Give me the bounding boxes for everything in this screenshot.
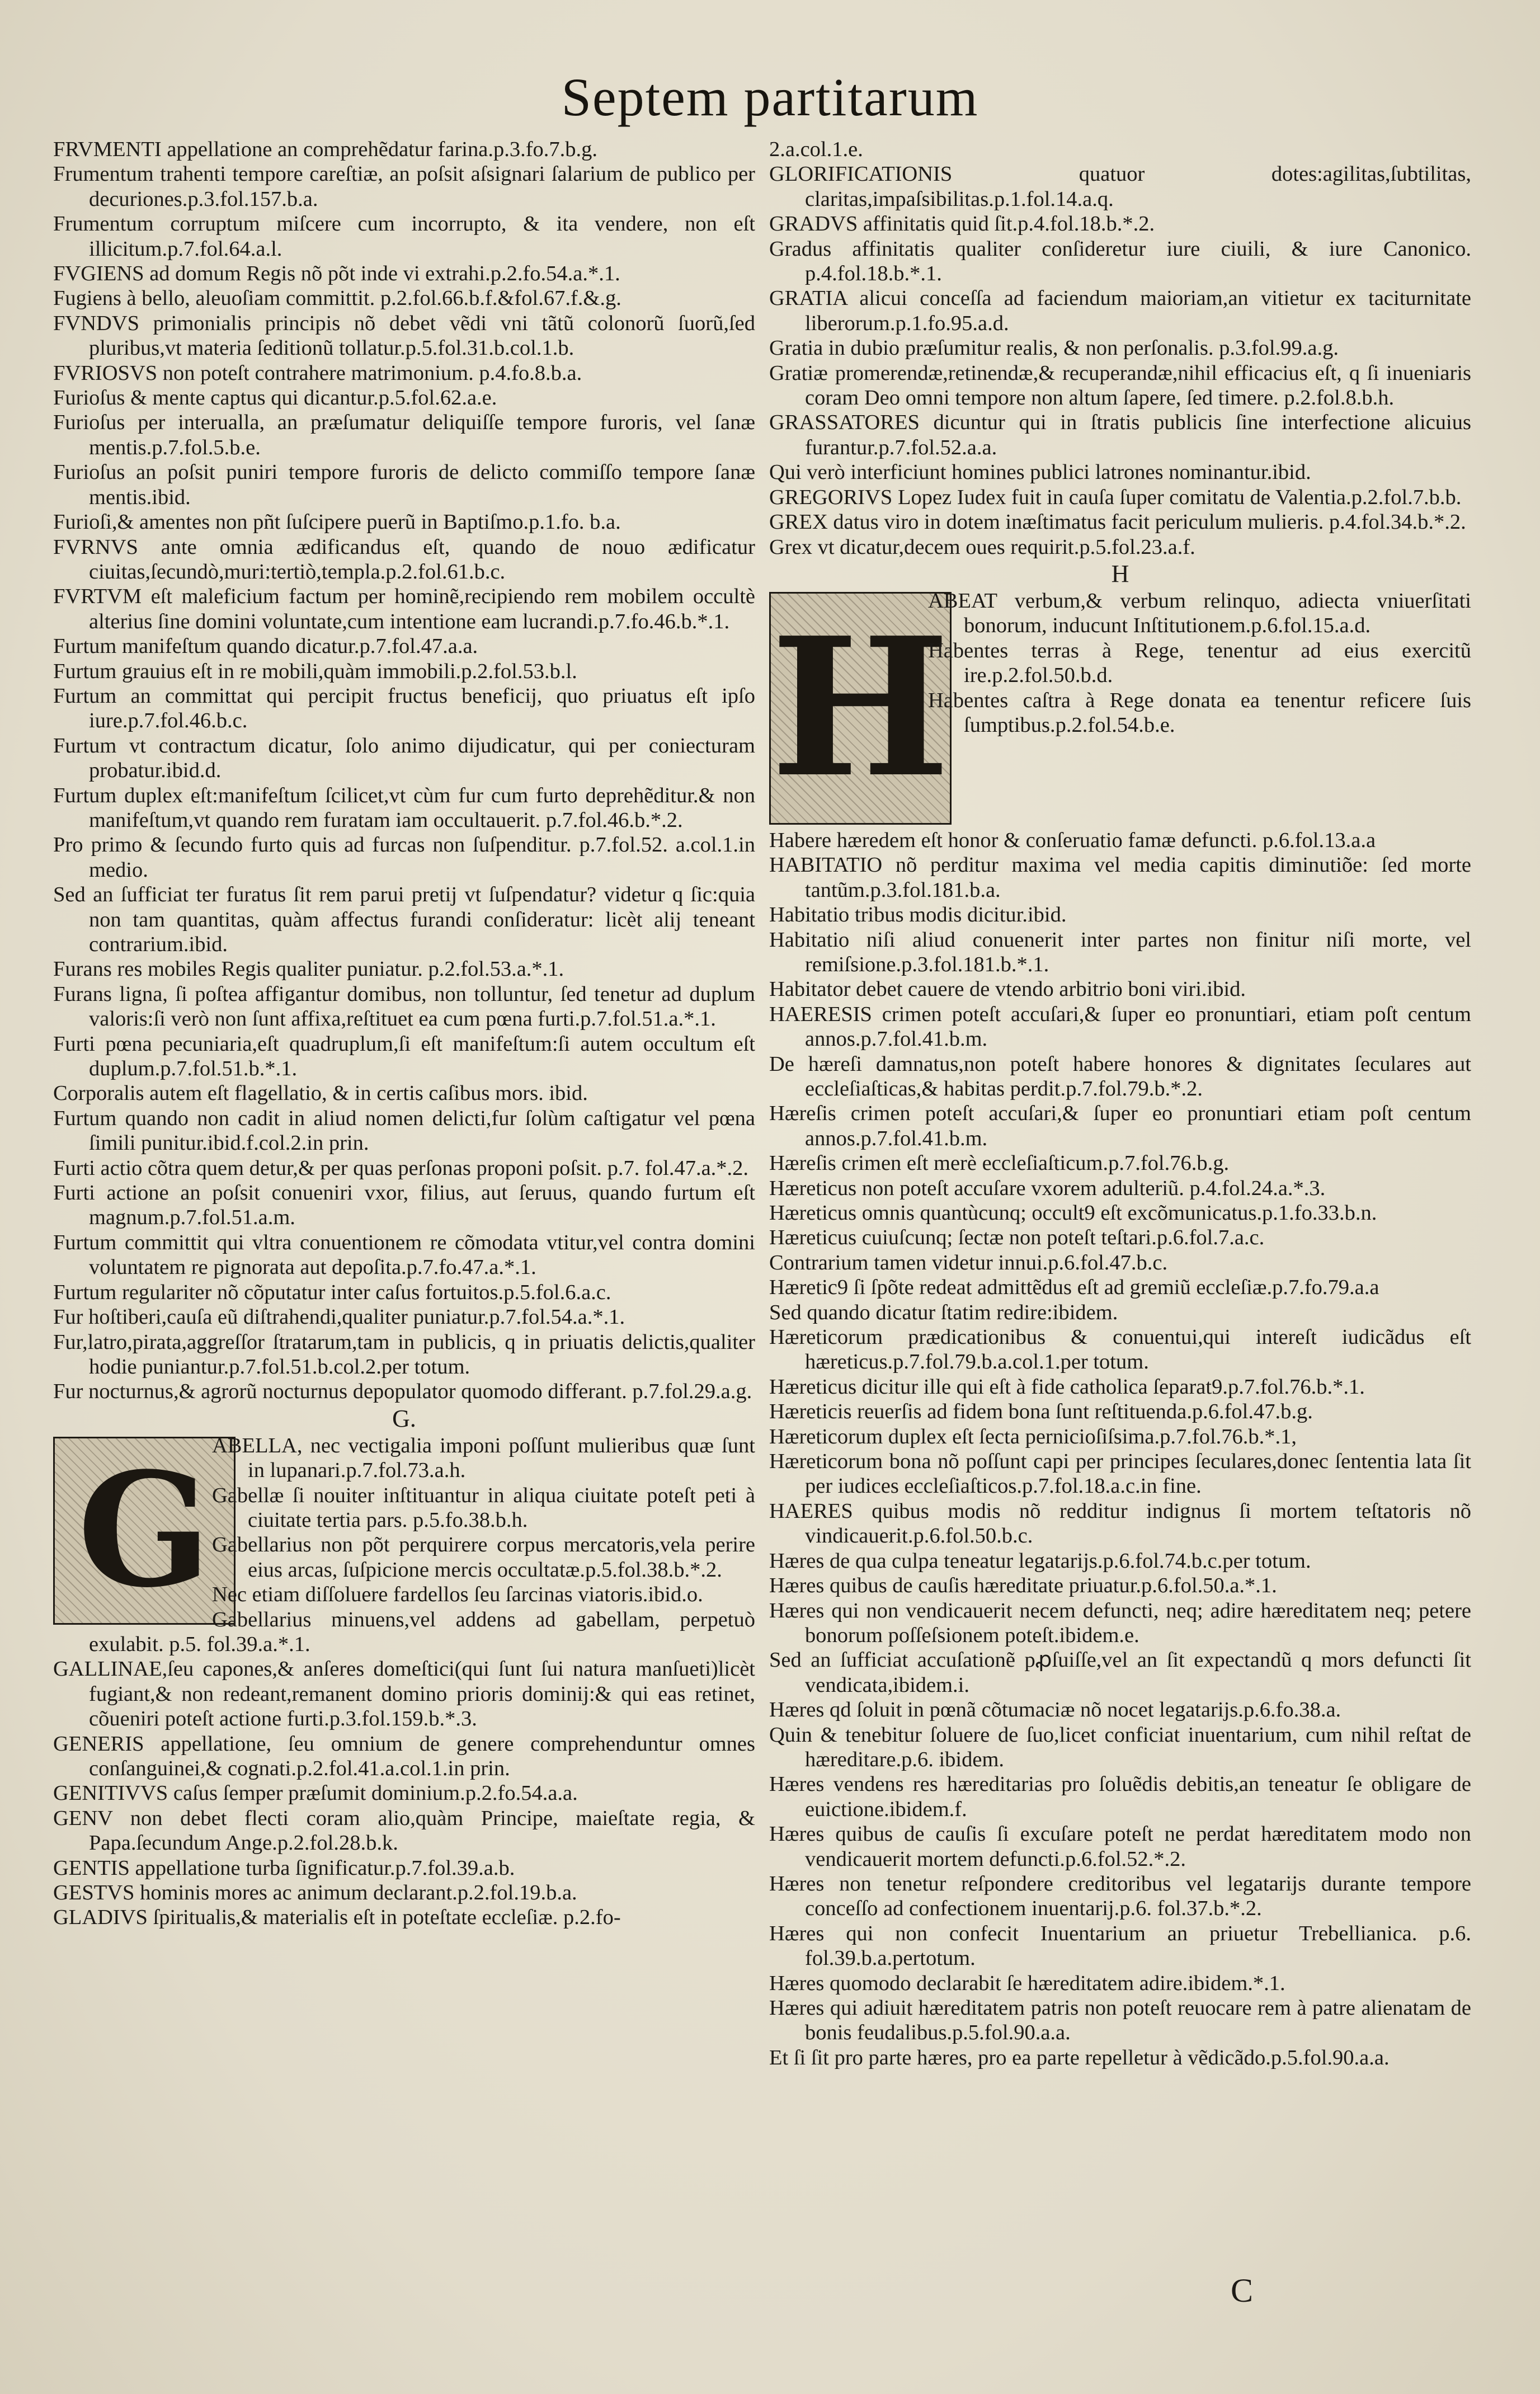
index-entry: HAERES quibus modis nõ redditur indignus ſi mortem teſtatoris nõ vindicauerit.p.6.fol.50.b.c. — [769, 1499, 1471, 1548]
index-entry: Hæres quibus de cauſis hæreditate priuatur.p.6.fol.50.a.*.1. — [769, 1574, 1277, 1598]
index-entry: Habitator debet cauere de vtendo arbitrio boni viri.ibid. — [769, 977, 1246, 1001]
index-entry: Frumentum corruptum miſcere cum incorrupto, & ita vendere, non eſt illicitum.p.7.fol.64.a.l. — [53, 212, 755, 261]
index-entry: Hæreticorum duplex eſt ſecta pernicioſiſsima.p.7.fol.76.b.*.1, — [769, 1424, 1297, 1448]
index-entry: Grex vt dicatur,decem oues requirit.p.5.fol.23.a.f. — [769, 535, 1195, 559]
index-entry: HABITATIO nõ perditur maxima vel media capitis diminutiõe: ſed morte tantũm.p.3.fol.181.b.a. — [769, 853, 1471, 902]
index-entry: Hæreticus omnis quantùcunq; occult9 eſt excõmunicatus.p.1.fo.33.b.n. — [769, 1201, 1377, 1225]
running-head: Septem partitarum — [561, 67, 979, 127]
index-entry: Furti actione an poſsit conueniri vxor, filius, aut ſeruus, quando furtum eſt magnum.p.7.fol.51.a.m. — [53, 1181, 755, 1230]
section-h-block — [769, 589, 1471, 828]
index-entry: Sed quando dicatur ſtatim redire:ibidem. — [769, 1300, 1118, 1324]
index-entry: Hæreſis crimen eſt merè eccleſiaſticum.p.7.fol.76.b.g. — [769, 1151, 1230, 1175]
index-entry: Gradus affinitatis qualiter conſideretur iure ciuili, & iure Canonico. p.4.fol.18.b.*.1. — [769, 237, 1471, 286]
index-entry: Furtum regulariter nõ cõputatur inter caſus fortuitos.p.5.fol.6.a.c. — [53, 1280, 611, 1304]
index-entry: Hæres non tenetur reſpondere creditoribus vel legatarijs durante tempore conceſſo ad confectionem inuentarij.p.6. fol.37.b.*.2. — [769, 1871, 1471, 1921]
index-entry: Fur hoſtiberi,cauſa eũ diſtrahendi,qualiter puniatur.p.7.fol.54.a.*.1. — [53, 1305, 625, 1329]
index-entry: GREX datus viro in dotem inæſtimatus facit periculum mulieris. p.4.fol.34.b.*.2. — [769, 510, 1466, 534]
index-entry: Furioſi,& amentes non pñt ſuſcipere puerũ in Baptiſmo.p.1.fo. b.a. — [53, 510, 621, 534]
index-entry: Hæres vendens res hæreditarias pro ſoluẽdis debitis,an teneatur ſe obligare de euictione.ibidem.f. — [769, 1772, 1471, 1821]
index-entry: GRATIA alicui conceſſa ad faciendum maioriam,an vitietur ex taciturnitate liberorum.p.1.fo.95.a.d. — [769, 286, 1471, 335]
right-entries-h — [769, 828, 1471, 2070]
index-entry: Sed an ſufficiat accuſationẽ pꝓſuiſſe,vel an ſit expectandũ q mors defuncti ſit vendicata,ibidem.i. — [769, 1648, 1471, 1697]
index-entry: Furti pœna pecuniaria,eſt quadruplum,ſi eſt manifeſtum:ſi autem occultum eſt duplum.p.7.fol.51.b.*.1. — [53, 1032, 755, 1081]
index-entry: GRASSATORES dicuntur qui in ſtratis publicis ſine interfectione alicuius furantur.p.7.fol.52.a.a. — [769, 411, 1471, 459]
section-g-block — [53, 1433, 755, 1930]
index-entry: Qui verò interficiunt homines publici latrones nominantur.ibid. — [769, 460, 1311, 485]
index-entry: Gratia in dubio præſumitur realis, & non perſonalis. p.3.fol.99.a.g. — [769, 336, 1339, 360]
index-entry: Hæres qui adiuit hæreditatem patris non poteſt reuocare rem à patre alienatam de bonis feudalibus.p.5.fol.90.a.a. — [769, 1996, 1471, 2045]
index-entry: Hæres de qua culpa teneatur legatarijs.p.6.fol.74.b.c.per totum. — [769, 1549, 1311, 1573]
index-entry: Quin & tenebitur ſoluere de ſuo,licet conficiat inuentarium, cum nihil reſtat de hæreditare.p.6. ibidem. — [769, 1723, 1471, 1771]
index-entry: Hæres qd ſoluit in pœnã cõtumaciæ nõ nocet legatarijs.p.6.fo.38.a. — [769, 1698, 1341, 1722]
index-entry: Frumentum trahenti tempore careſtiæ, an poſsit aſsignari ſalarium de publico per decuriones.p.3.fol.157.b.a. — [53, 162, 755, 211]
index-entry: 2.a.col.1.e. — [769, 138, 863, 161]
index-entry: Hæreticus cuiuſcunq; ſectæ non poteſt teſtari.p.6.fol.7.a.c. — [769, 1226, 1265, 1250]
index-entry: ABELLA, nec vectigalia imponi poſſunt mulieribus quæ ſunt in lupanari.p.7.fol.73.a.h. — [212, 1433, 755, 1483]
index-entry: Gabellarius minuens,vel addens ad gabellam, perpetuò exulabit. p.5. fol.39.a.*.1. — [89, 1607, 755, 1656]
index-entry: Hæres qui non vendicauerit necem defuncti, neq; adire hæreditatem neq; petere bonorum poſſeſsionem poteſt.ibidem.e. — [769, 1598, 1471, 1647]
index-entry: De hæreſi damnatus,non poteſt habere honores & dignitates ſeculares aut eccleſiaſticas,& habitas perdit.p.7.fol.79.b.*.2. — [769, 1052, 1471, 1100]
index-entry: FVGIENS ad domum Regis nõ põt inde vi extrahi.p.2.fo.54.a.*.1. — [53, 262, 620, 286]
index-entry: Gabellarius non põt perquirere corpus mercatoris,vela perire eius arcas, ſuſpicione mercis occultatæ.p.5.fol.38.b.*.2. — [212, 1533, 755, 1582]
index-entry: Furtum an committat qui percipit fructus beneficij, quo priuatus eſt ipſo iure.p.7.fol.46.b.c. — [53, 684, 755, 733]
section-heading-h: H — [1111, 559, 1129, 587]
index-entry: GENTIS appellatione turba ſignificatur.p.7.fol.39.a.b. — [53, 1856, 515, 1880]
index-entry: FRVMENTI appellatione an comprehẽdatur farina.p.3.fo.7.b.g. — [53, 138, 598, 161]
index-entry: Fur nocturnus,& agrorũ nocturnus depopulator quomodo differant. p.7.fol.29.a.g. — [53, 1380, 752, 1404]
index-entry: Furioſus & mente captus qui dicantur.p.5.fol.62.a.e. — [53, 386, 497, 410]
index-entry: GRADVS affinitatis quid ſit.p.4.fol.18.b.*.2. — [769, 212, 1155, 236]
index-entry: Hæres quomodo declarabit ſe hæreditatem adire.ibidem.*.1. — [769, 1971, 1285, 1995]
index-entry: Hæreticus non poteſt accuſare vxorem adulteriũ. p.4.fol.24.a.*.3. — [769, 1176, 1326, 1200]
index-entry: HAERESIS crimen poteſt accuſari,& ſuper eo pronuntiari, etiam poſt centum annos.p.7.fol.41.b.m. — [769, 1002, 1471, 1051]
decorated-initial-g: G — [53, 1437, 236, 1625]
index-entry: Furans ligna, ſi poſtea affigantur domibus, non tolluntur, ſed tenetur ad duplum valoris:ſi verò non ſunt affixa,reſtituet ea cum pœna furti.p.7.fol.51.a.*.1. — [53, 982, 755, 1031]
index-entry: FVNDVS primonialis principis nõ debet vẽdi vni tãtũ colonorũ ſuorũ,ſed pluribus,vt materia ſeditionũ tollatur.p.5.fol.31.b.col.1.b. — [53, 311, 755, 360]
index-entry: Gabellæ ſi nouiter inſtituantur in aliqua ciuitate poteſt peti à ciuitate tertia pars. p.5.fo.38.b.h. — [212, 1483, 755, 1532]
decorated-initial-h: H — [769, 592, 952, 825]
index-entry: Habentes caſtra à Rege donata ea tenentur reficere ſuis ſumptibus.p.2.fol.54.b.e. — [928, 688, 1471, 737]
index-entry: Hæres quibus de cauſis ſi excuſare poteſt ne perdat hæreditatem modo non vendicauerit mortem defuncti.p.6.fol.52.*.2. — [769, 1822, 1471, 1871]
index-entry: Habitatio tribus modis dicitur.ibid. — [769, 903, 1067, 927]
index-entry: Fugiens à bello, aleuoſiam committit. p.2.fol.66.b.f.&fol.67.f.&.g. — [53, 286, 621, 311]
index-entry: Furtum grauius eſt in re mobili,quàm immobili.p.2.fol.53.b.l. — [53, 659, 577, 683]
index-entry: Hæreticus dicitur ille qui eſt à fide catholica ſeparat9.p.7.fol.76.b.*.1. — [769, 1375, 1365, 1399]
index-entry: Habentes terras à Rege, tenentur ad eius exercitũ ire.p.2.fol.50.b.d. — [928, 638, 1471, 688]
index-entry: Furtum vt contractum dicatur, ſolo animo dijudicatur, qui per coniecturam probatur.ibid.d. — [53, 733, 755, 783]
index-entry: Hæres qui non confecit Inuentarium an priuetur Trebellianica. p.6. fol.39.b.a.pertotum. — [769, 1921, 1471, 1970]
index-entry: GENV non debet flecti coram alio,quàm Principe, maieſtate regia, & Papa.ſecundum Ange.p.2.fol.28.b.k. — [53, 1806, 755, 1855]
index-entry: Hæreticorum prædicationibus & conuentui,qui intereſt iudicãdus eſt hæreticus.p.7.fol.79.b.a.col.1.per totum. — [769, 1325, 1471, 1374]
index-entry: FVRNVS ante omnia ædificandus eſt, quando de nouo ædificatur ciuitas,ſecundò,muri:tertiò,templa.p.2.fol.61.b.c. — [53, 535, 755, 584]
index-entry: Furtum duplex eſt:manifeſtum ſcilicet,vt cùm fur cum furto deprehẽditur.& non manifeſtum,vt quando rem furatam iam occultauerit. p.7.fol.46.b.*.2. — [53, 783, 755, 832]
index-entry: GLORIFICATIONIS quatuor dotes:agilitas,ſubtilitas, claritas,impaſsibilitas.p.1.fol.14.a.q. — [769, 162, 1471, 211]
index-entry: Hæreticis reuerſis ad fidem bona ſunt reſtituenda.p.6.fol.47.b.g. — [769, 1400, 1313, 1424]
section-heading-g: G. — [392, 1404, 416, 1432]
index-entry: Furtum committit qui vltra conuentionem re cõmodata vtitur,vel contra domini voluntatem re pignorata aut depoſita.p.7.fo.47.a.*.1. — [53, 1230, 755, 1280]
index-entry: Gratiæ promerendæ,retinendæ,& recuperandæ,nihil efficacius eſt, q ſi inueniaris coram Deo omni tempore non altum ſapere, ſed timere. p.2.fol.8.b.h. — [769, 361, 1471, 410]
index-entry: GESTVS hominis mores ac animum declarant.p.2.fol.19.b.a. — [53, 1881, 577, 1905]
index-entry: Sed an ſufficiat ter furatus ſit rem parui pretij vt ſuſpendatur? videtur q ſic:quia non tam quantitas, quàm affectus furandi conſideratur: licèt alij teneant contrarium.ibid. — [53, 883, 755, 956]
index-entry: Nec etiam diſſoluere fardellos ſeu ſarcinas viatoris.ibid.o. — [212, 1583, 703, 1607]
index-entry: Pro primo & ſecundo furto quis ad furcas non ſuſpenditur. p.7.fol.52. a.col.1.in medio. — [53, 833, 755, 882]
index-entry: Furioſus per interualla, an præſumatur deliquiſſe tempore furoris, vel ſanæ mentis.p.7.fol.5.b.e. — [53, 411, 755, 459]
index-entry: Furti actio cõtra quem detur,& per quas perſonas proponi poſsit. p.7. fol.47.a.*.2. — [53, 1156, 749, 1180]
index-entry: GENITIVVS caſus ſemper præſumit dominium.p.2.fo.54.a.a. — [53, 1781, 578, 1805]
right-entries-g — [769, 137, 1471, 559]
index-entry: Furtum quando non cadit in aliud nomen delicti,fur ſolùm caſtigatur vel pœna ſimili punitur.ibid.f.col.2.in prin. — [53, 1106, 755, 1155]
index-entry: GREGORIVS Lopez Iudex fuit in cauſa ſuper comitatu de Valentia.p.2.fol.7.b.b. — [769, 485, 1462, 509]
index-entry: GALLINAE,ſeu capones,& anſeres domeſtici(qui ſunt ſui natura manſueti)licèt fugiant,& non redeant,remanent domino prioris dominij:& qui eas retinet, cõueniri poteſt actione furti.p.3.fol.159.b.*.3. — [53, 1657, 755, 1731]
index-entry: Hæretic9 ſi ſpõte redeat admittẽdus eſt ad gremiũ eccleſiæ.p.7.fo.79.a.a — [769, 1276, 1379, 1300]
right-column — [769, 137, 1471, 2070]
index-entry: ABEAT verbum,& verbum relinquo, adiecta vniuerſitati bonorum, inducunt Inſtitutionem.p.6.fol.15.a.d. — [928, 589, 1471, 638]
index-entry: FVRIOSVS non poteſt contrahere matrimonium. p.4.fo.8.b.a. — [53, 361, 582, 385]
index-entry: FVRTVM eſt maleficium factum per hominẽ,recipiendo rem mobilem occultè alterius ſine domini voluntate,cum intentione eam lucrandi.p.7.fo.46.b.*.1. — [53, 585, 755, 633]
index-entry: Fur,latro,pirata,aggreſſor ſtratarum,tam in publicis, q in priuatis delictis,qualiter hodie puniantur.p.7.fol.51.b.col.2.per totum. — [53, 1330, 755, 1379]
index-entry: Hæreſis crimen poteſt accuſari,& ſuper eo pronuntiari etiam poſt centum annos.p.7.fol.41.b.m. — [769, 1102, 1471, 1150]
index-entry: Furtum manifeſtum quando dicatur.p.7.fol.47.a.a. — [53, 634, 478, 659]
index-entry: Corporalis autem eſt flagellatio, & in certis caſibus mors. ibid. — [53, 1081, 588, 1106]
index-entry: Habere hæredem eſt honor & conſeruatio famæ defuncti. p.6.fol.13.a.a — [769, 828, 1376, 852]
index-entry: GLADIVS ſpiritualis,& materialis eſt in poteſtate eccleſiæ. p.2.fo- — [53, 1906, 621, 1930]
index-entry: Furioſus an poſsit puniri tempore furoris de delicto commiſſo tempore ſanæ mentis.ibid. — [53, 460, 755, 509]
index-entry: GENERIS appellatione, ſeu omnium de genere comprehenduntur omnes conſanguinei,& cognati.p.2.fol.41.a.col.1.in prin. — [53, 1732, 755, 1780]
signature-mark: C — [1231, 2272, 1254, 2309]
index-entry: Habitatio niſi aliud conuenerit inter partes non finitur niſi morte, vel remiſsione.p.3.fol.181.b.*.1. — [769, 928, 1471, 976]
index-entry: Contrarium tamen videtur innui.p.6.fol.47.b.c. — [769, 1250, 1168, 1274]
index-entry: Et ſi ſit pro parte hæres, pro ea parte repelletur à vẽdicãdo.p.5.fol.90.a.a. — [769, 2045, 1390, 2070]
left-entries-f — [53, 137, 755, 1404]
index-entry: Furans res mobiles Regis qualiter puniatur. p.2.fol.53.a.*.1. — [53, 957, 564, 981]
index-entry: Hæreticorum bona nõ poſſunt capi per principes ſeculares,donec ſententia lata ſit per iudices eccleſiaſticos.p.7.fol.18.a.c.in fine. — [769, 1450, 1471, 1498]
left-column — [53, 137, 755, 1930]
